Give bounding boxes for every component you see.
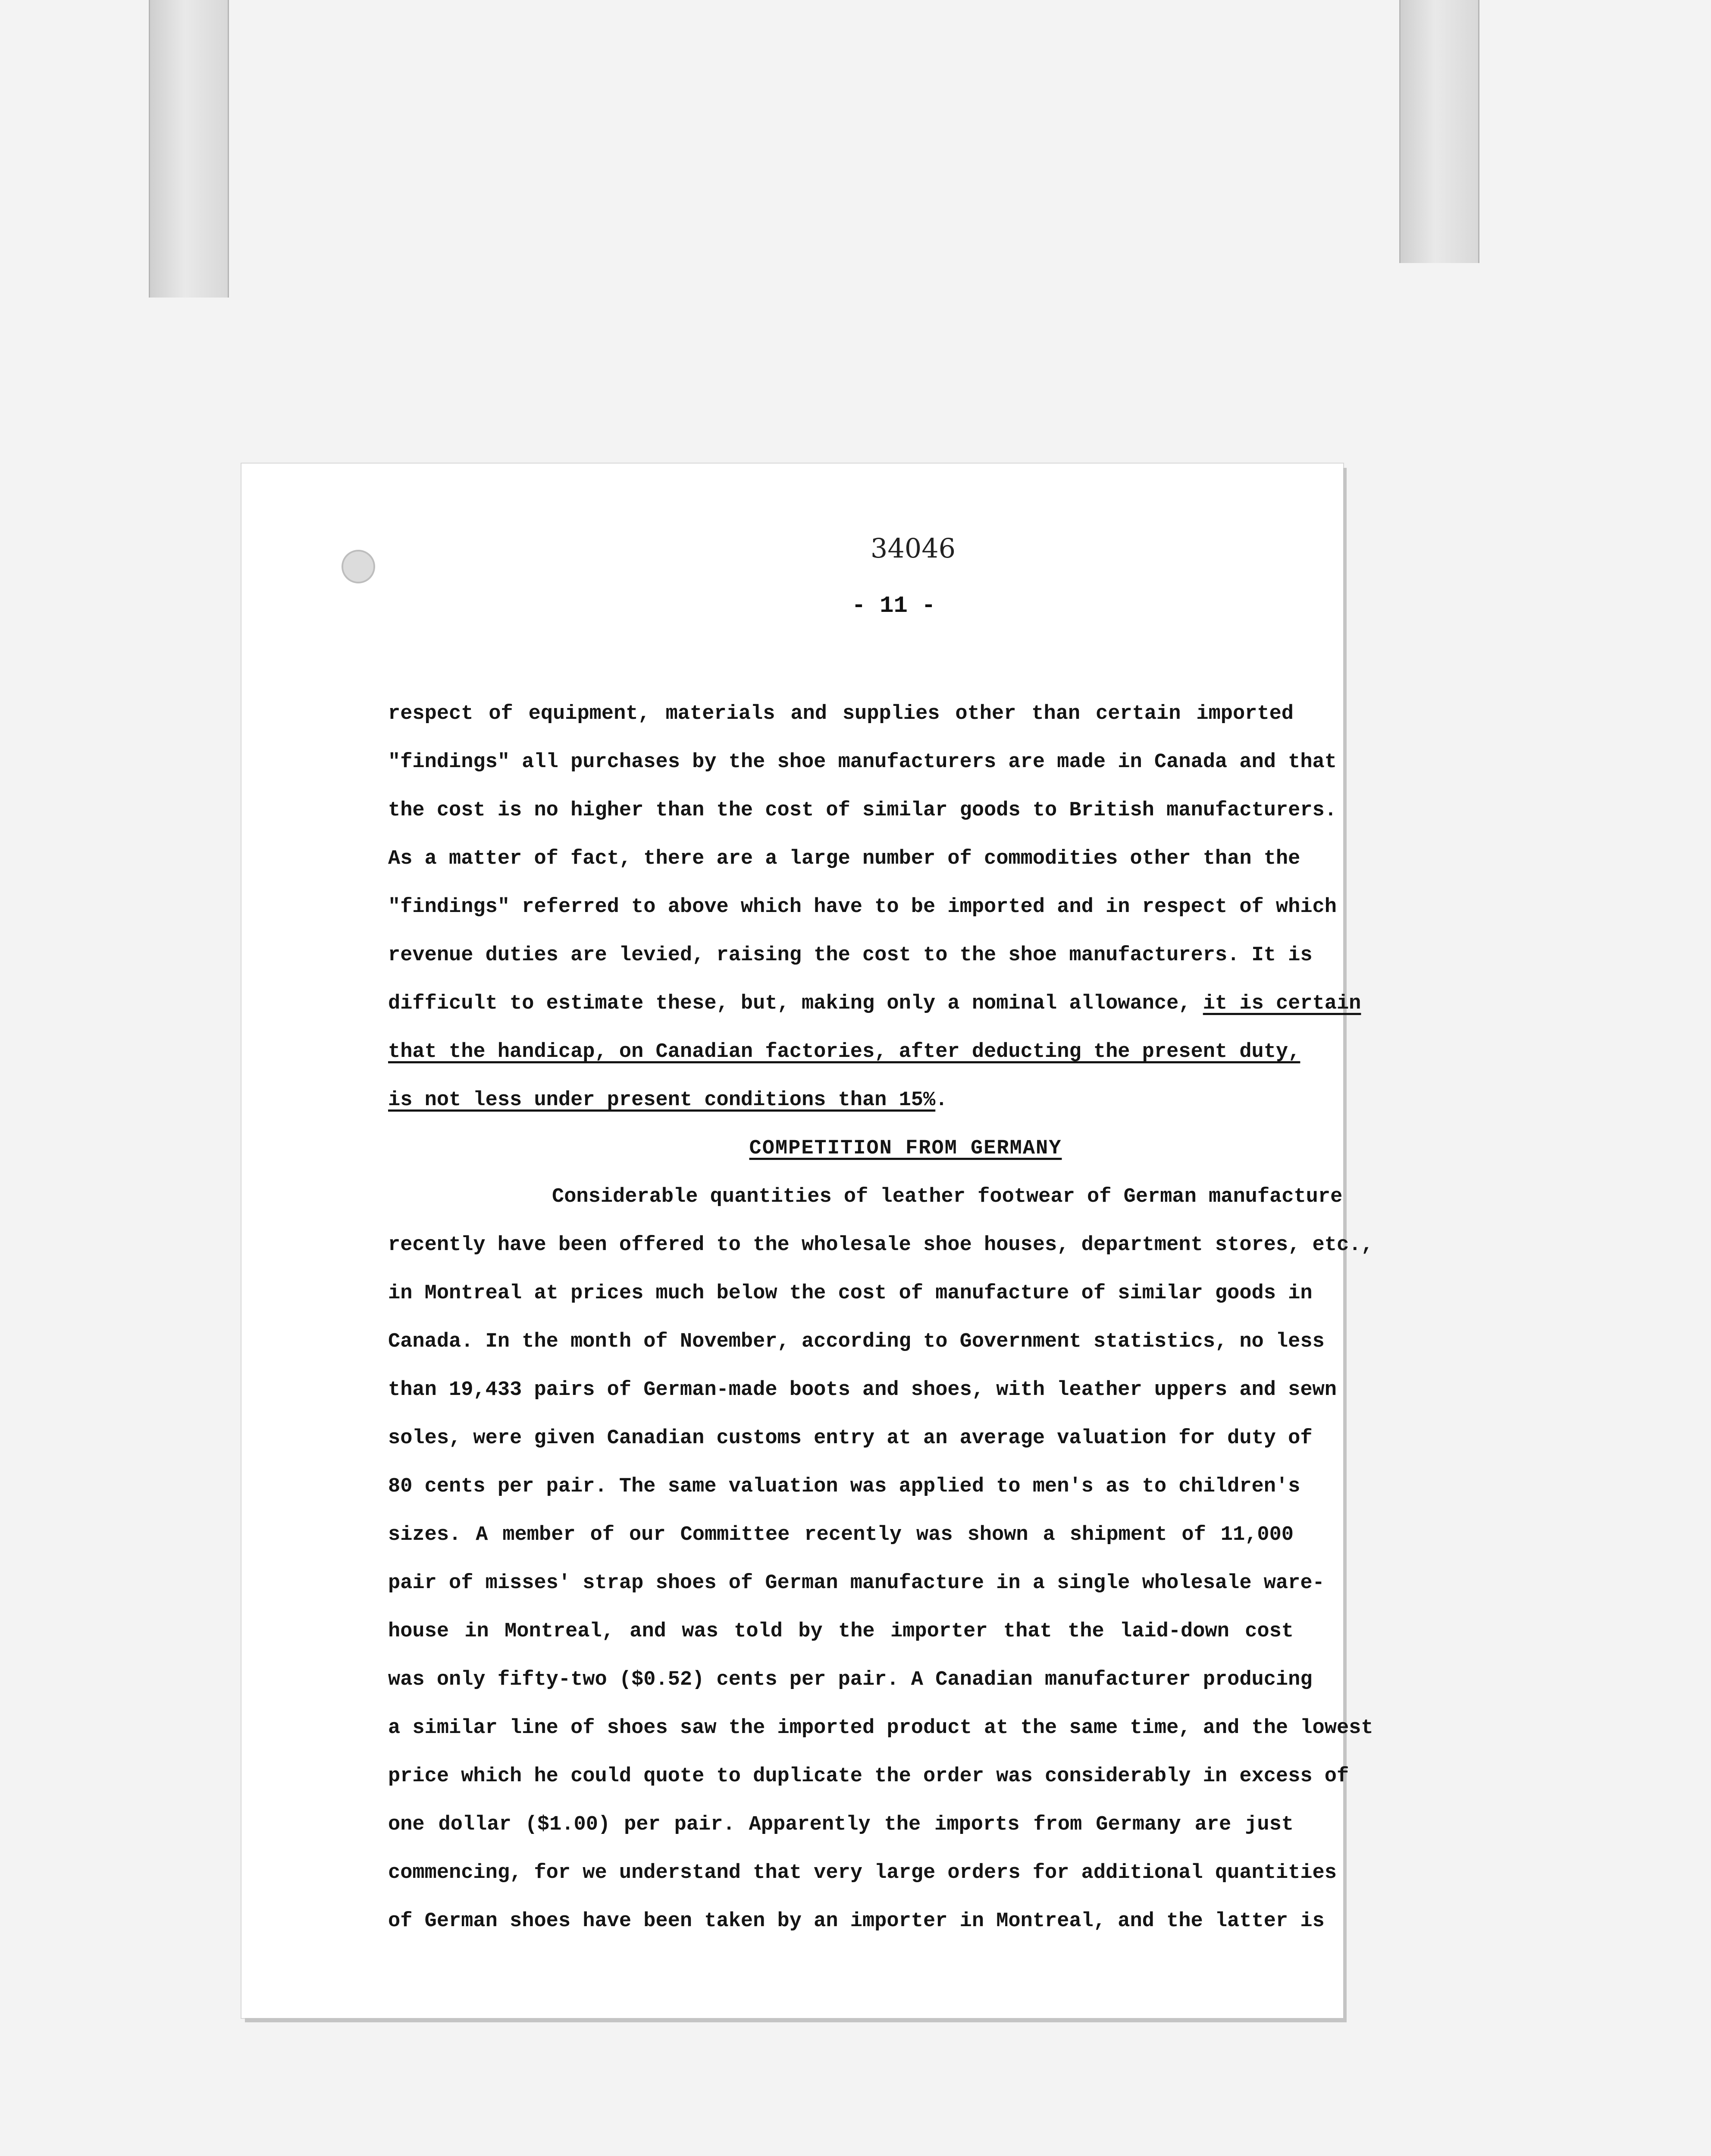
- text-line: sizes. A member of our Committee recently was shown a shipment of 11,000: [388, 1523, 1294, 1546]
- mounting-tape-top-right: [1399, 0, 1479, 263]
- text-underlined: that the handicap, on Canadian factories, after deducting the present duty,: [388, 1040, 1300, 1063]
- text-line: [388, 1028, 1300, 1076]
- text-line: in Montreal at prices much below the cost of manufacture of similar goods in: [388, 1282, 1313, 1305]
- text-line: a similar line of shoes saw the imported product at the same time, and the lowest: [388, 1717, 1373, 1739]
- text-line: "findings" all purchases by the shoe manufacturers are made in Canada and that: [388, 751, 1337, 774]
- mounting-tape-top-left: [149, 0, 229, 298]
- text-line: the cost is no higher than the cost of similar goods to British manufacturers.: [388, 799, 1337, 822]
- stamp-number: 34046: [870, 533, 956, 564]
- text-plain: .: [935, 1089, 948, 1112]
- text-line: than 19,433 pairs of German-made boots and shoes, with leather uppers and sewn: [388, 1379, 1337, 1401]
- text-line: recently have been offered to the wholesale shoe houses, department stores, etc.,: [388, 1234, 1373, 1257]
- text-line: price which he could quote to duplicate the order was considerably in excess of: [388, 1765, 1349, 1788]
- text-line: house in Montreal, and was told by the importer that the laid-down cost: [388, 1620, 1294, 1643]
- typed-page: [241, 464, 1373, 2018]
- text-line: pair of misses' strap shoes of German manufacture in a single wholesale ware-: [388, 1572, 1325, 1595]
- text-line: respect of equipment, materials and supplies other than certain imported: [388, 702, 1294, 725]
- text-line: was only fifty-two ($0.52) cents per pair. A Canadian manufacturer producing: [388, 1668, 1313, 1691]
- text-line: Canada. In the month of November, according to Government statistics, no less: [388, 1330, 1325, 1353]
- text-line: [388, 1076, 1294, 1125]
- text-line: Considerable quantities of leather footwear of German manufacture: [552, 1185, 1343, 1208]
- section-heading: COMPETITION FROM GERMANY: [749, 1137, 1062, 1160]
- text-underlined: is not less under present conditions than 15%: [388, 1089, 936, 1112]
- paragraph-1: [388, 690, 1337, 980]
- body-text: [388, 690, 1373, 1946]
- page-number: - 11 -: [852, 593, 936, 619]
- text-line: [388, 980, 1361, 1028]
- text-line: soles, were given Canadian customs entry at an average valuation for duty of: [388, 1427, 1313, 1450]
- text-line: revenue duties are levied, raising the cost to the shoe manufacturers. It is: [388, 944, 1313, 967]
- text-line: of German shoes have been taken by an importer in Montreal, and the latter is: [388, 1910, 1325, 1933]
- text-line: "findings" referred to above which have to be imported and in respect of which: [388, 896, 1337, 918]
- text-line: 80 cents per pair. The same valuation was applied to men's as to children's: [388, 1475, 1300, 1498]
- text-line: As a matter of fact, there are a large number of commodities other than the: [388, 847, 1300, 870]
- text-line: one dollar ($1.00) per pair. Apparently the imports from Germany are just: [388, 1813, 1294, 1836]
- text-line: commencing, for we understand that very large orders for additional quantities: [388, 1861, 1337, 1884]
- text-underlined: it is certain: [1203, 992, 1361, 1015]
- text-plain: difficult to estimate these, but, making only a nominal allowance,: [388, 992, 1203, 1015]
- paragraph-2: [388, 1173, 1373, 1946]
